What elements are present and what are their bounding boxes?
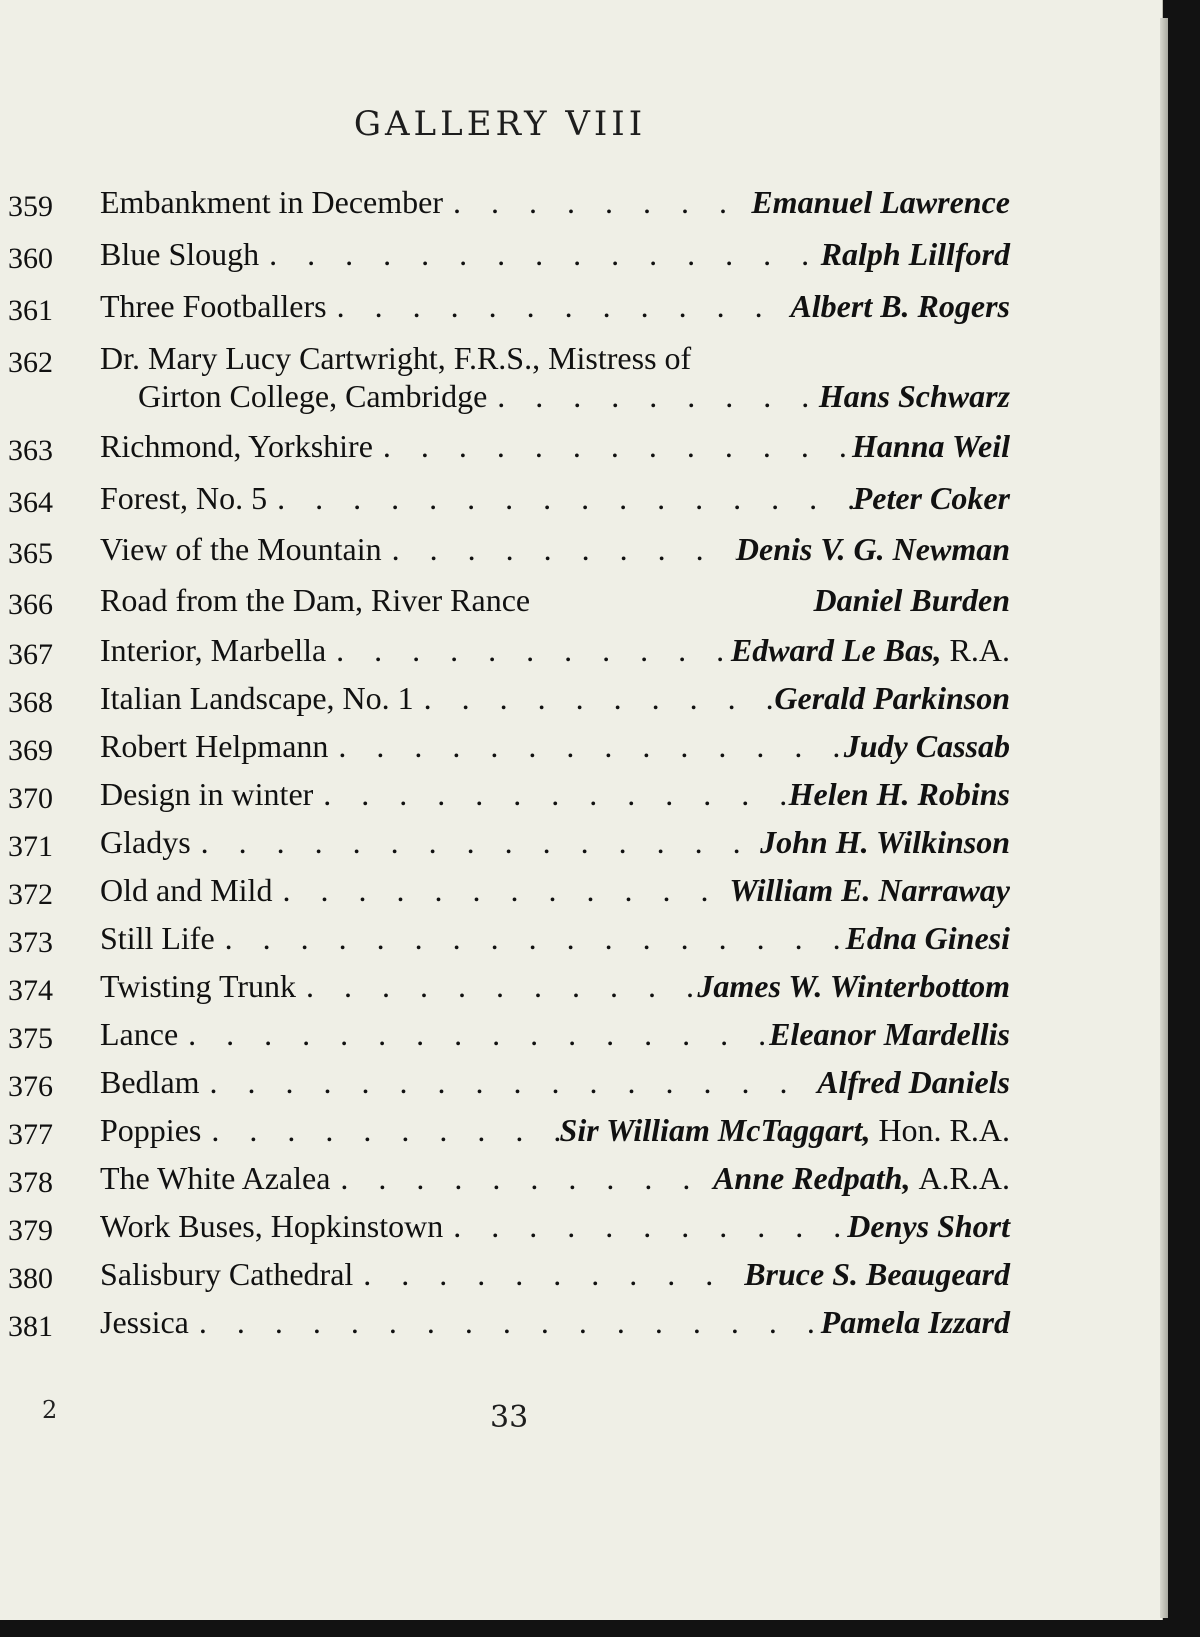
list-item	[0, 1112, 1010, 1152]
entry-number: 359	[8, 190, 53, 223]
entry-artist: Gerald Parkinson	[774, 680, 1010, 716]
list-item	[0, 776, 1010, 816]
entry-artist: Ralph Lillford	[820, 236, 1010, 272]
dot-leader	[353, 1256, 744, 1293]
entry-title: View of the Mountain	[100, 531, 382, 567]
dot-leader	[215, 920, 846, 957]
list-item	[0, 184, 1010, 224]
dot-leader	[330, 1160, 713, 1197]
dot-leader	[189, 1304, 821, 1341]
dot-leader	[178, 1016, 769, 1053]
entry-number: 381	[8, 1310, 53, 1343]
entry-title: Italian Landscape, No. 1	[100, 680, 414, 716]
entry-number: 371	[8, 830, 53, 863]
dot-leader	[267, 480, 853, 517]
list-item	[0, 968, 1010, 1008]
dot-leader	[382, 531, 736, 568]
dot-leader	[313, 776, 788, 813]
entry-artist: Anne Redpath,	[713, 1160, 911, 1196]
entry-honours: Hon. R.A.	[878, 1112, 1010, 1148]
entry-honours: R.A.	[949, 632, 1010, 668]
entry-number: 377	[8, 1118, 53, 1151]
entry-artist: James W. Winterbottom	[697, 968, 1010, 1004]
list-item	[0, 1160, 1010, 1200]
entry-artist: Alfred Daniels	[817, 1064, 1010, 1100]
entry-number: 378	[8, 1166, 53, 1199]
entry-title: Forest, No. 5	[100, 480, 268, 516]
dot-leader	[414, 680, 775, 717]
entry-honours: A.R.A.	[918, 1160, 1010, 1196]
dot-leader	[326, 632, 731, 669]
dot-leader	[200, 1064, 818, 1101]
list-item	[0, 920, 1010, 960]
entry-number: 361	[8, 294, 53, 327]
entry-title: Blue Slough	[100, 236, 260, 272]
entry-artist: Denys Short	[847, 1208, 1010, 1244]
entry-artist: Daniel Burden	[813, 582, 1010, 618]
list-item	[0, 288, 1010, 328]
entry-number: 369	[8, 734, 53, 767]
entry-number: 368	[8, 686, 53, 719]
entry-title: Salisbury Cathedral	[100, 1256, 354, 1292]
entry-title: Bedlam	[100, 1064, 200, 1100]
entry-title: Robert Helpmann	[100, 728, 329, 764]
entry-artist: John H. Wilkinson	[760, 824, 1010, 860]
entry-title: Lance	[100, 1016, 179, 1052]
entry-number: 364	[8, 486, 53, 519]
dot-leader	[328, 728, 843, 765]
entry-title: Interior, Marbella	[100, 632, 327, 668]
entry-number: 365	[8, 537, 53, 570]
entry-title: Poppies	[100, 1112, 202, 1148]
list-item	[0, 680, 1010, 720]
entry-artist: Hanna Weil	[852, 428, 1010, 464]
entry-title: Richmond, Yorkshire	[100, 428, 373, 464]
page-edge	[1160, 18, 1168, 1618]
list-item	[0, 728, 1010, 768]
entry-title: Work Buses, Hopkinstown	[100, 1208, 444, 1244]
dot-leader	[327, 288, 791, 325]
entry-number: 376	[8, 1070, 53, 1103]
entry-number: 360	[8, 242, 53, 275]
list-item	[0, 340, 1010, 420]
entry-title-continued: Girton College, Cambridge	[138, 378, 488, 414]
entry-title: The White Azalea	[100, 1160, 331, 1196]
list-item	[0, 428, 1010, 468]
entry-artist: Peter Coker	[852, 480, 1010, 516]
entry-number: 375	[8, 1022, 53, 1055]
entry-number: 363	[8, 434, 53, 467]
entry-number: 380	[8, 1262, 53, 1295]
entry-title: Twisting Trunk	[100, 968, 297, 1004]
entry-artist: Pamela Izzard	[820, 1304, 1010, 1340]
entry-artist: Sir William McTaggart,	[559, 1112, 871, 1148]
entry-number: 362	[8, 346, 53, 379]
list-item	[0, 1016, 1010, 1056]
entry-artist: Albert B. Rogers	[790, 288, 1010, 324]
dot-leader	[201, 1112, 559, 1149]
list-item	[0, 632, 1010, 672]
entry-artist: Edward Le Bas,	[730, 632, 942, 668]
entry-title: Road from the Dam, River Rance	[100, 582, 531, 618]
list-item	[0, 236, 1010, 276]
signature-mark: 2	[42, 1396, 58, 1424]
dot-leader	[296, 968, 697, 1005]
entry-artist: Eleanor Mardellis	[769, 1016, 1010, 1052]
entry-title: Three Footballers	[100, 288, 327, 324]
entry-number: 367	[8, 638, 53, 671]
dot-leader	[191, 824, 760, 861]
list-item	[0, 1064, 1010, 1104]
entry-artist: Edna Ginesi	[845, 920, 1010, 956]
dot-leader	[259, 236, 821, 273]
entry-number: 366	[8, 588, 53, 621]
entry-title: Jessica	[100, 1304, 189, 1340]
entry-artist: Emanuel Lawrence	[751, 184, 1010, 220]
entry-title: Embankment in December	[100, 184, 443, 220]
page-number: 33	[490, 1400, 529, 1435]
entry-artist: William E. Narraway	[729, 872, 1010, 908]
list-item	[0, 531, 1010, 571]
gallery-heading: GALLERY VIII	[353, 104, 647, 144]
entry-title: Gladys	[100, 824, 191, 860]
list-item	[0, 1208, 1010, 1248]
entry-number: 374	[8, 974, 53, 1007]
entry-artist: Judy Cassab	[843, 728, 1010, 764]
entry-title: Old and Mild	[100, 872, 273, 908]
entry-number: 379	[8, 1214, 53, 1247]
list-item	[0, 1256, 1010, 1296]
entry-artist: Denis V. G. Newman	[735, 531, 1010, 567]
entry-number: 372	[8, 878, 53, 911]
list-item	[0, 872, 1010, 912]
list-item	[0, 480, 1010, 520]
entry-artist: Bruce S. Beaugeard	[744, 1256, 1010, 1292]
entry-title: Dr. Mary Lucy Cartwright, F.R.S., Mistress of	[100, 340, 692, 376]
dot-leader	[443, 184, 751, 221]
dot-leader	[373, 428, 852, 465]
list-item	[0, 824, 1010, 864]
list-item	[0, 582, 1010, 622]
entry-title: Still Life	[100, 920, 215, 956]
entry-artist: Hans Schwarz	[818, 378, 1010, 414]
entry-number: 370	[8, 782, 53, 815]
dot-leader	[443, 1208, 847, 1245]
dot-leader	[272, 872, 729, 909]
list-item	[0, 1304, 1010, 1344]
entry-number: 373	[8, 926, 53, 959]
entry-artist: Helen H. Robins	[788, 776, 1010, 812]
entry-title: Design in winter	[100, 776, 314, 812]
dot-leader	[487, 378, 819, 415]
